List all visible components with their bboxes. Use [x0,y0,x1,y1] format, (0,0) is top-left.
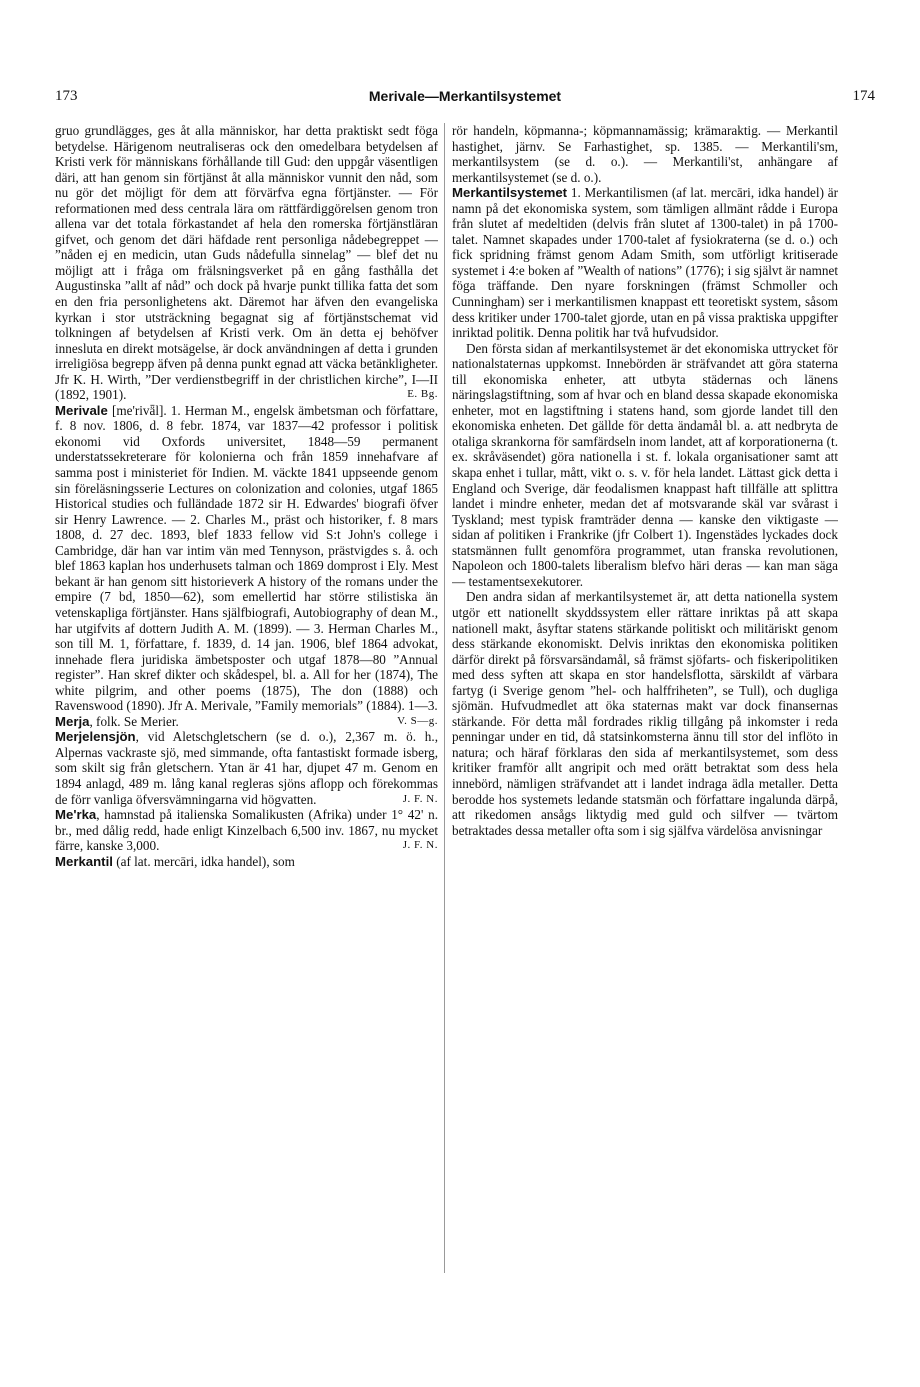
article-entry [55,807,438,854]
article-paragraph [55,123,438,403]
paragraph-text: rör handeln, köpmanna-; köpmannamässig; krämaraktig. — Merkantil hastighet, järnv. Se Farhastighet, sp. 1385. — Merkantili'sm, merkantilsystem (se d. o.). — Merkantili'st, anhängare af merkantilsystemet (se d. o.). [452,123,838,185]
author-signature: J. F. N. [402,792,438,805]
entry-headword: Merjelensjön [55,729,136,745]
article-entry [55,854,438,870]
right-page-number: 174 [852,88,875,104]
article-entry [55,714,438,730]
article-paragraph [452,123,838,185]
paragraph-text: Den andra sidan af merkantilsystemet är, att detta nationella system utgör ett nationellt skyddssystem eller rättare inriktas på att skapa nationell makt, åsyftar statens stärkande politiskt och militäriskt genom dess stärkande ekonomiskt. Delvis inriktas den ekonomiska politiken därför direkt på försvarsändamål, så främst sjöfarts- och fiskeripolitiken med dess syften att skapa en stor handelsflotta, särskildt af värbara fartyg (i Sverige genom ”hel- och halffriheten”, se Tull), och dugliga sjömän. Hufvudmedlet att öka staternas makt var dock finansernas stärkande. För detta mål fordrades riklig tillgång på inkomster i reda penningar under en tid, då statsinkomsterna ännu till stor del inflöto in natura; och häraf förklaras den sida af merkantilsystemet, som dess kritiker framför allt angripit och med orätt betraktat som dess hela innebörd, nämligen sträfvandet att i landet indraga ädla metaller. Detta berodde hos systemets ledande statsmän och författare ingalunda därpå, att rikedomen ansågs liktydig med guld och silfver — tvärtom betraktades dessa metaller ofta som i sig själfva värdelösa anvisningar [452,589,838,838]
entry-text: 1. Merkantilismen (af lat. mercāri, idka handel) är namn på det ekonomiska system, som tämligen allmänt rådde i Europa från slutet af medeltiden (delvis från slutet af 1300-talet) in på 1700-talet. Namnet skapades under 1700-talet af fysiokraterna (se d. o.) och fick spridning främst genom Adam Smith, som utförligt kritiserade systemet i 4:e boken af ”Wealth of nations” (1776); i sig självt är namnet föga träffande. Den nyare forskningen (främst Schmoller och Cunningham) ser i merkantilismen knappast ett teoretiskt system, såsom dess kritiker under 1700-talet gjorde, utan en på vissa praktiska uppgifter inriktad politik. Denna politik har två hufvudsidor. [452,185,838,341]
page-header [55,88,875,110]
entry-text: (af lat. mercāri, idka handel), som [116,853,295,869]
author-signature: E. Bg. [407,388,438,401]
author-signature: V. S—g. [397,714,438,727]
article-entry [55,729,438,807]
entry-headword: Merja [55,713,90,729]
column-divider [444,123,445,1273]
entry-headword: Merkantil [55,853,113,869]
article-paragraph [452,589,838,838]
entry-text: , hamnstad på italienska Somalikusten (Afrika) under 1° 42' n. br., med dålig redd, hade enligt Kinzelbach 6,500 inv. 1867, nu mycket färre, kanske 3,000. [55,807,438,854]
paragraph-text: gruo grundlägges, ges åt alla människor, har detta praktiskt sedt föga betydelse. Härigenom neutraliseras ock den omedelbara betydelsen af Kristi verk för människans förhållande till Gud: den uppgår väsentligen däri, att han genom sin förtjänst åt alla människor vunnit den nåd, som nu gör det möjligt för dem att förvärfva egna förtjänster. — För reformationen med dess centrala lära om rättfärdiggörelsen genom tron allena var det totala förkastandet af hela den romerska förtjänstläran gifvet, och genom det däri häfdade rent personliga nådebegreppet — ”nåden ej en medicin, utan Guds nådefulla sinnelag” — blef det nu möjligt att i fråga om frälsningsverket på en gång fasthålla det Augustinska ”allt af nåd” och dock på hvarje punkt tillika fatta det som en den fria personlighetens akt. Däremot har äfven den evangeliska kyrkan i stor utsträckning begagnat sig af förtjänstschemat vid tolkningen af betydelsen af Kristi verk. Om än detta ej behöfver innesluta en direkt motsägelse, är dock användningen af detta i grunden irreligiösa begrepp äfven på denna punkt egnad att väcka betänkligheter. Jfr K. H. Wirth, ”Der verdienstbegriff in der christlichen kirche”, I—II (1892, 1901). [55,123,438,403]
running-title: Merivale—Merkantilsystemet [368,88,562,104]
entry-headword: Merkantilsystemet [452,185,568,201]
entry-headword: Merivale [55,402,108,418]
entry-text: , vid Aletschgletschern (se d. o.), 2,367 m. ö. h., Alpernas vackraste sjö, med simmande, ofta fantastiskt formade isberg, som skilt sig från gletschern. Ytan är 41 har, djupet 47 m. Genom en 1894 anlagd, 489 m. lång kanal regleras sjöns aflopp och förekommas de förr vanliga öfversvämningarna vid högvatten. [55,729,438,807]
author-signature: J. F. N. [402,839,438,852]
paragraph-text: Den första sidan af merkantilsystemet är det ekonomiska uttrycket för nationalstaternas uppkomst. Innebörden är sträfvandet att göra staterna till ekonomiska enheter, att utbyta städernas och länens näringslagstiftning, som af hvar och en bland dessa skapade ekonomiska enheter, mot en lagstiftning i statens hand, som gjorde landet till den ekonomiska enheten. Det gällde för detta ändamål bl. a. att nedbryta de otaliga skrankorna för samfärdseln inom landet, att af korporationerna (t. ex. skråväsendet) göra nationella i st. f. lokala organisationer samt att skapa enhet i tullar, mått, vikt o. s. v. för hela landet. Lättast gick detta i England och Sverige, där feodalismen knappast haft tillfälle att splittra landet i mindre enheter, medan det af motsvarande skäl var svårast i Tyskland; mest typisk framträder denna — kanske den viktigaste — sidan af politiken i Frankrike (jfr Colbert 1). Ingenstädes lyckades dock statsmännen fullt genomföra programmet, utan franska revolutionen, Napoleon och 1800-talets liberalism blefvo häri deras — kan man säga — testamentsexekutorer. [452,340,838,589]
left-page-number: 173 [55,88,78,104]
entry-headword: Me'rka [55,807,97,823]
entry-text: [me'rivǟl]. 1. Herman M., engelsk ämbetsman och författare, f. 8 nov. 1806, d. 8 febr. 1874, var 1837—42 professor i politisk ekonomi vid Oxfords universitet, 1848—59 permanent understatssekreterare för kolonierna och från 1859 innehafvare af samma post i ministeriet för Indien. M. väckte 1841 uppseende genom sin föreläsningsserie Lectures on colonization and colonies, utgaf 1865 Historical studies och fulländade 1872 sir H. Edwardes' biografi öfver sir Henry Lawrence. — 2. Charles M., präst och historiker, f. 8 mars 1808, d. 27 dec. 1893, blef 1833 fellow vid S:t John's college i Cambridge, där han var intim vän med Tennyson, prästvigdes s. å. och blef 1863 kaplan hos underhusets talman och 1869 domprost i Ely. Mest bekant är han genom sitt historieverk A history of the romans under the empire (7 bd, 1850—62), som emellertid har större stilistiska än vetenskapliga förtjänster. Hans själfbiografi, Autobiography of dean M., har utgifvits af dottern Judith A. M. (1899). — 3. Herman Charles M., son till M. 1, författare, f. 1839, d. 14 jan. 1906, blef 1864 advokat, innehade flera juridiska ämbetsposter och utgaf 1878—80 ”Annual register”. Han skref dikter och skådespel, bl. a. All for her (1874), The white pilgrim, and other poems (1875), The don (1888) och Ravenswood (1890). Jfr A. Merivale, ”Family memorials” (1884). 1—3. [55,402,438,714]
article-paragraph [452,341,838,590]
left-column [55,123,438,1273]
entry-text: , folk. Se Merier. [89,713,179,729]
right-column [452,123,838,1273]
article-entry [452,185,838,340]
